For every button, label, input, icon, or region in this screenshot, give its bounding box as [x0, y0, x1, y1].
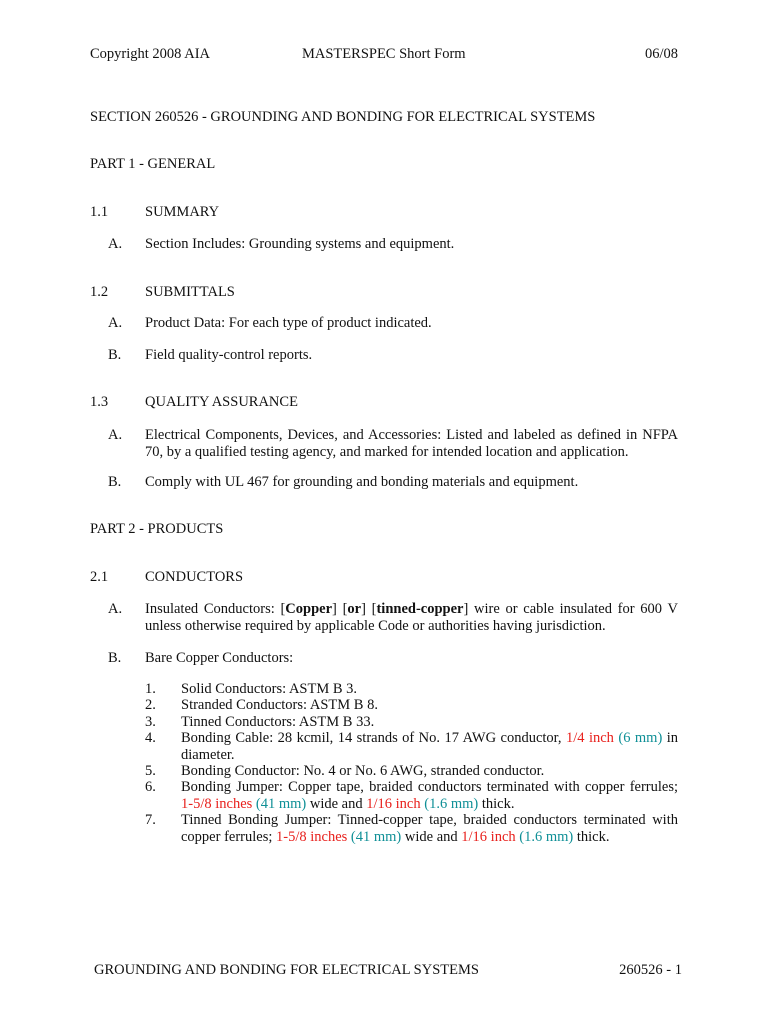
list-item: Stranded Conductors: ASTM B 8.: [181, 697, 378, 713]
paragraph-letter: B.: [108, 650, 122, 666]
inch-pound-value: 1/16 inch: [366, 796, 421, 812]
list-item: Bonding Conductor: No. 4 or No. 6 AWG, stranded conductor.: [181, 763, 545, 779]
inch-pound-value: 1-5/8 inches: [276, 829, 348, 845]
article-number: 1.2: [90, 284, 109, 300]
article-number: 1.3: [90, 394, 109, 410]
paragraph-letter: B.: [108, 474, 122, 490]
list-item-number: 2.: [145, 697, 156, 713]
header-date: 06/08: [644, 46, 678, 62]
footer-title: GROUNDING AND BONDING FOR ELECTRICAL SYSTEMS: [94, 962, 479, 978]
list-item: Tinned Bonding Jumper: Tinned-copper tape, braided conductors terminated with copper ferrules; 1-5/8 inches (41 mm) wide and 1/16 inch (1.6 mm) thick.: [181, 812, 678, 845]
list-item-number: 7.: [145, 812, 156, 828]
option-tinned-copper: tinned-copper: [376, 601, 464, 617]
header-copyright: Copyright 2008 AIA: [90, 46, 211, 62]
paragraph-text: Insulated Conductors: [Copper] [or] [tinned-copper] wire or cable insulated for 600 V unless otherwise required by applicable Code or authorities having jurisdiction.: [145, 601, 678, 634]
list-item-number: 1.: [145, 681, 156, 697]
list-item: Bonding Jumper: Copper tape, braided conductors terminated with copper ferrules; 1-5/8 inches (41 mm) wide and 1/16 inch (1.6 mm) thick.: [181, 779, 678, 812]
option-or: or: [347, 601, 362, 617]
paragraph-text: Bare Copper Conductors:: [145, 650, 294, 666]
list-item: Solid Conductors: ASTM B 3.: [181, 681, 358, 697]
list-item: Bonding Cable: 28 kcmil, 14 strands of No. 17 AWG conductor, 1/4 inch (6 mm) in diameter.: [181, 730, 678, 763]
paragraph-text: Comply with UL 467 for grounding and bonding materials and equipment.: [145, 474, 579, 490]
paragraph-letter: A.: [108, 315, 123, 331]
list-item-number: 4.: [145, 730, 156, 746]
part2-title: PART 2 - PRODUCTS: [90, 521, 224, 537]
list-item: Tinned Conductors: ASTM B 33.: [181, 714, 375, 730]
list-item-number: 6.: [145, 779, 156, 795]
si-value: (1.6 mm): [424, 796, 479, 812]
paragraph-letter: A.: [108, 427, 123, 443]
part1-title: PART 1 - GENERAL: [90, 156, 216, 172]
paragraph-text: Field quality-control reports.: [145, 347, 313, 363]
article-number: 2.1: [90, 569, 109, 585]
inch-pound-value: 1/4 inch: [565, 730, 614, 746]
paragraph-letter: A.: [108, 236, 123, 252]
option-copper: Copper: [285, 601, 333, 617]
si-value: (41 mm): [350, 829, 402, 845]
si-value: (6 mm): [618, 730, 663, 746]
article-title: SUMMARY: [145, 204, 220, 220]
inch-pound-value: 1-5/8 inches: [181, 796, 253, 812]
si-value: (41 mm): [255, 796, 307, 812]
header-title: MASTERSPEC Short Form: [302, 46, 466, 62]
paragraph-letter: A.: [108, 601, 123, 617]
footer-page-number: 260526 - 1: [619, 962, 682, 978]
paragraph-text: Product Data: For each type of product indicated.: [145, 315, 432, 331]
list-item-number: 5.: [145, 763, 156, 779]
paragraph-text: Electrical Components, Devices, and Accessories: Listed and labeled as defined in NFPA 70, by a qualified testing agency, and marked for intended location and application.: [145, 427, 678, 460]
list-item-number: 3.: [145, 714, 156, 730]
article-number: 1.1: [90, 204, 109, 220]
article-title: CONDUCTORS: [145, 569, 244, 585]
si-value: (1.6 mm): [519, 829, 574, 845]
inch-pound-value: 1/16 inch: [461, 829, 516, 845]
paragraph-letter: B.: [108, 347, 122, 363]
paragraph-text: Section Includes: Grounding systems and equipment.: [145, 236, 455, 252]
section-title: SECTION 260526 - GROUNDING AND BONDING FOR ELECTRICAL SYSTEMS: [90, 109, 596, 125]
article-title: SUBMITTALS: [145, 284, 235, 300]
article-title: QUALITY ASSURANCE: [145, 394, 298, 410]
